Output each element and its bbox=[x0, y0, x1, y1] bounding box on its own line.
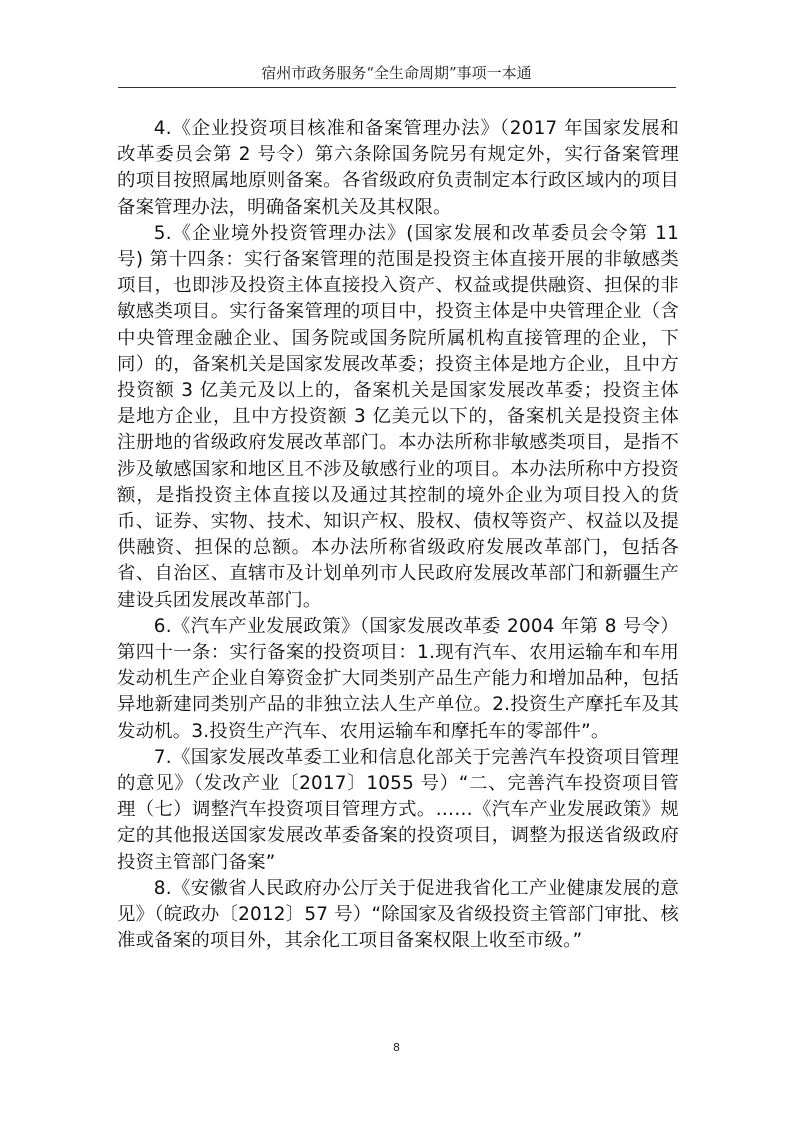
page-number: 8 bbox=[393, 1041, 400, 1054]
paragraph-item-8: 8.《安徽省人民政府办公厅关于促进我省化工产业健康发展的意见》（皖政办〔2012〕57 号）“除国家及省级投资主管部门审批、核准或备案的项目外，其余化工项目备案权限上收至市级。” bbox=[117, 877, 679, 952]
paragraph-item-5: 5.《企业境外投资管理办法》(国家发展和改革委员会令第 11 号) 第十四条：实行备案管理的范围是投资主体直接开展的非敏感类项目，也即涉及投资主体直接投入资产、权益或提供融资、担保的非敏感类项目。实行备案管理的项目中，投资主体是中央管理企业（含中央管理金融企业、国务院或国务院所属机构直接管理的企业，下同）的，备案机关是国家发展改革委；投资主体是地方企业，且中方投资额 3 亿美元及以上的，备案机关是国家发展改革委；投资主体是地方企业，且中方投资额 3 亿美元以下的，备案机关是投资主体注册地的省级政府发展改革部门。本办法所称非敏感类项目，是指不涉及敏感国家和地区且不涉及敏感行业的项目。本办法所称中方投资额，是指投资主体直接以及通过其控制的境外企业为项目投入的货币、证券、实物、技术、知识产权、股权、债权等资产、权益以及提供融资、担保的总额。本办法所称省级政府发展改革部门，包括各省、自治区、直辖市及计划单列市人民政府发展改革部门和新疆生产建设兵团发展改革部门。 bbox=[117, 222, 679, 611]
paragraph-item-4: 4.《企业投资项目核准和备案管理办法》（2017 年国家发展和改革委员会第 2 号令）第六条除国务院另有规定外，实行备案管理的项目按照属地原则备案。各省级政府负责制定本行政区域内的项目备案管理办法，明确备案机关及其权限。 bbox=[117, 118, 679, 218]
header-divider bbox=[118, 87, 676, 88]
paragraph-item-6: 6.《汽车产业发展政策》（国家发展改革委 2004 年第 8 号令）第四十一条：实行备案的投资项目：1.现有汽车、农用运输车和车用发动机生产企业自筹资金扩大同类别产品生产能力和增加品种，包括异地新建同类别产品的非独立法人生产单位。2.投资生产摩托车及其发动机。3.投资生产汽车、农用运输车和摩托车的零部件”。 bbox=[117, 615, 679, 742]
document-body bbox=[117, 116, 679, 955]
paragraph-item-7: 7.《国家发展改革委工业和信息化部关于完善汽车投资项目管理的意见》（发改产业〔2017〕1055 号）“二、完善汽车投资项目管理（七）调整汽车投资项目管理方式。……《汽车产业发展政策》规定的其他报送国家发展改革委备案的投资项目，调整为报送省级政府投资主管部门备案” bbox=[117, 746, 679, 873]
page-header: 宿州市政务服务“全生命周期”事项一本通 bbox=[261, 64, 532, 82]
